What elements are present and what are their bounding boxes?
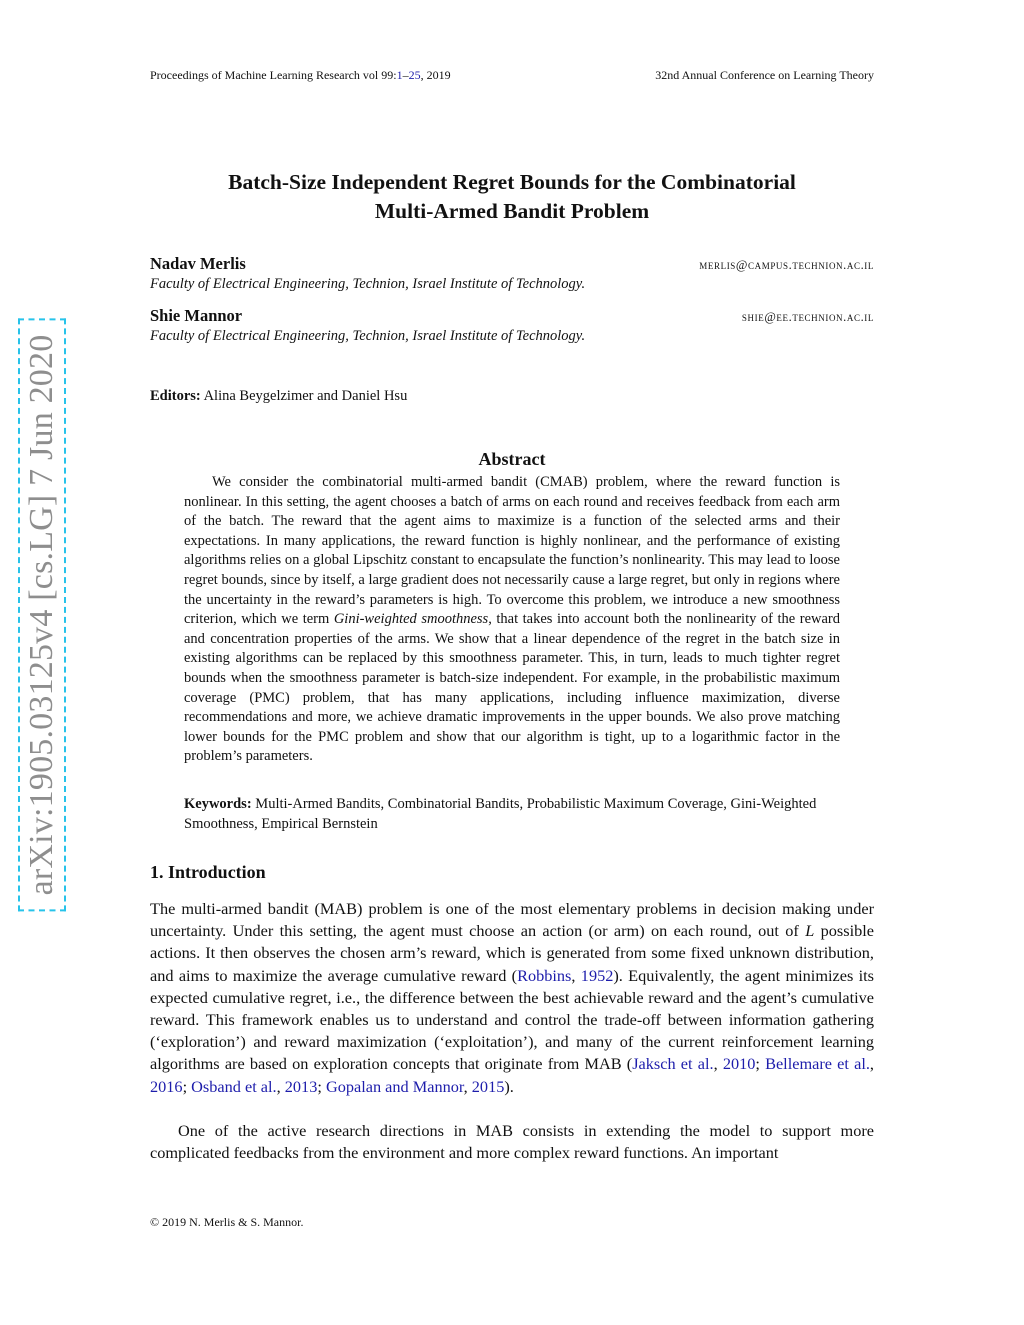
citation-link[interactable]: Jaksch et al. [632, 1054, 714, 1074]
author-email[interactable]: shie@ee.technion.ac.il [741, 310, 874, 324]
title-line-2: Multi-Armed Bandit Problem [374, 199, 650, 223]
first-page-link[interactable]: 1 [396, 68, 403, 82]
keywords-label: Keywords: [184, 796, 252, 812]
arxiv-identifier[interactable]: arXiv:1905.03125v4 [cs.LG] 7 Jun 2020 [18, 319, 66, 912]
arxiv-sidebar [18, 325, 66, 905]
running-header [150, 68, 874, 83]
editors-names: Alina Beygelzimer and Daniel Hsu [200, 388, 408, 404]
copyright-icon: © [150, 1215, 160, 1229]
author-email[interactable]: merlis@campus.technion.ac.il [699, 258, 874, 272]
citation-link[interactable]: 2016 [150, 1076, 183, 1096]
citation-link[interactable]: Gopalan and Mannor [325, 1076, 464, 1096]
author-block-2 [150, 306, 874, 345]
proceedings-citation: Proceedings of Machine Learning Research vol 99:1–25, 2019 [150, 68, 451, 82]
citation-link[interactable]: Osband et al. [191, 1076, 277, 1096]
editors-line [150, 388, 407, 405]
editors-label: Editors: [150, 388, 201, 404]
intro-paragraph-2: One of the active research directions in MAB consists in extending the model to support more complicated feedbacks from the environment and more complex reward functions. An important [150, 1121, 874, 1163]
math-variable: L [805, 921, 815, 941]
intro-paragraph-1: The multi-armed bandit (MAB) problem is one of the most elementary problems in decision making under uncertainty. Under this setting, the agent must choose an action (or arm) on each round, out of L possible actions. It then observes the chosen arm’s reward, which is generated from some fixed unknown distribution, and aims to maximize the average cumulative reward (Robbins, 1952). Equivalently, the agent minimizes its expected cumulative regret, i.e., the difference between the best achievable reward and the agent’s cumulative reward. This framework enables us to understand and control the trade-off between information gathering (‘exploration’) and reward maximization (‘exploitation’), and many of the current reinforcement learning algorithms are based on exploration concepts that originate from MAB (Jaksch et al., 2010; Bellemare et al., 2016; Osband et al., 2013; Gopalan and Mannor, 2015). [150, 899, 874, 1096]
citation-link[interactable]: 1952 [580, 965, 614, 985]
citation-link[interactable]: Bellemare et al. [765, 1054, 870, 1074]
copyright-text: 2019 N. Merlis & S. Mannor. [159, 1215, 304, 1229]
keywords-list: Multi-Armed Bandits, Combinatorial Bandits, Probabilistic Maximum Coverage, Gini-Weighted Smoothness, Empirical Bernstein [184, 796, 817, 832]
section-heading-introduction: 1. Introduction [150, 862, 266, 882]
conference-name: 32nd Annual Conference on Learning Theory [655, 68, 874, 82]
citation-link[interactable]: 2010 [722, 1054, 756, 1074]
abstract-heading: Abstract [478, 449, 546, 469]
paper-title [150, 168, 874, 226]
citation-link[interactable]: 2015 [471, 1076, 505, 1096]
author-affiliation: Faculty of Electrical Engineering, Technion, Israel Institute of Technology. [150, 328, 586, 344]
author-name: Nadav Merlis [150, 254, 246, 273]
keywords [184, 795, 840, 834]
copyright-footer [150, 1215, 303, 1230]
abstract-emphasis: Gini-weighted smoothness [333, 611, 489, 628]
author-name: Shie Mannor [150, 306, 243, 325]
citation-link[interactable]: 2013 [284, 1076, 318, 1096]
abstract-body: We consider the combinatorial multi-armed bandit (CMAB) problem, where the reward function is nonlinear. In this setting, the agent chooses a batch of arms on each round and receives feedback from each arm of the batch. The reward that the agent aims to maximize is a function of the selected arms and their expectations. In many applications, the reward function is highly nonlinear, and the performance of existing algorithms relies on a global Lipschitz constant to encapsulate the function’s nonlinearity. This may lead to loose regret bounds, since by itself, a large gradient does not necessarily cause a large regret, but only in regions where the uncertainty in the reward’s parameters is high. To overcome this problem, we introduce a new smoothness criterion, which we term Gini-weighted smoothness, that takes into account both the nonlinearity of the reward and concentration properties of the arms. We show that a linear dependence of the regret in the batch size in existing algorithms can be replaced by this smoothness parameter. This, in turn, leads to much tighter regret bounds when the smoothness parameter is batch-size independent. For example, in the probabilistic maximum coverage (PMC) problem, that has many applications, including influence maximization, diverse recommendations and more, we achieve dramatic improvements in the upper bounds. We also prove matching lower bounds for the PMC problem and show that our algorithm is tight, up to a logarithmic factor in the problem’s parameters. [184, 474, 841, 765]
author-block-1 [150, 254, 874, 293]
last-page-link[interactable]: 25 [408, 68, 421, 82]
citation-link[interactable]: Robbins [517, 965, 572, 985]
title-line-1: Batch-Size Independent Regret Bounds for the Combinatorial [228, 170, 796, 194]
author-affiliation: Faculty of Electrical Engineering, Technion, Israel Institute of Technology. [150, 276, 586, 292]
